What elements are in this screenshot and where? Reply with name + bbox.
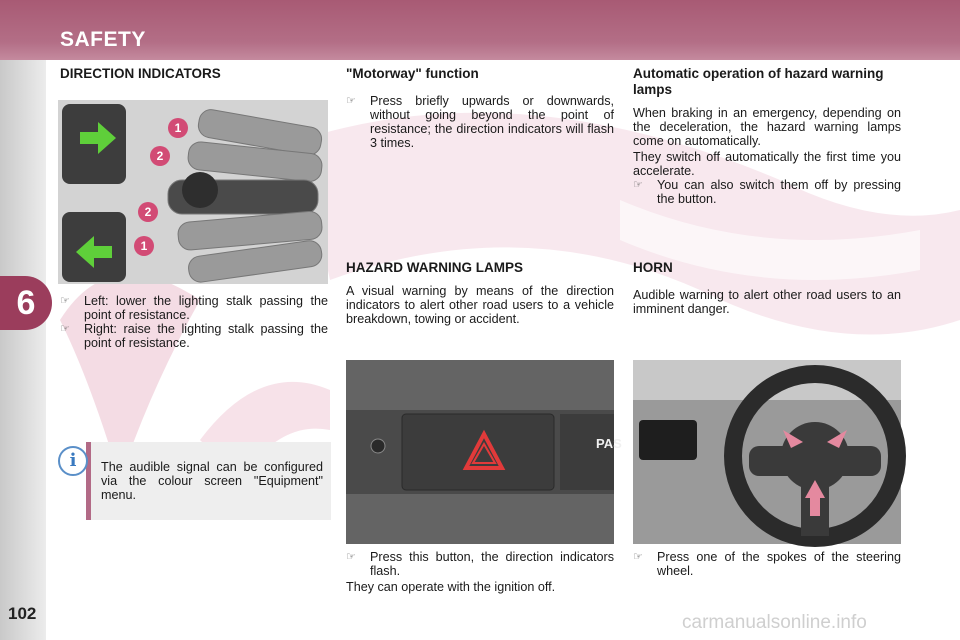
- hazard-lamps-note: They can operate with the ignition off.: [346, 580, 556, 594]
- lighting-stalk-image: [58, 100, 328, 284]
- direction-indicators-heading: DIRECTION INDICATORS: [60, 66, 221, 81]
- bullet-right-text: Right: raise the lighting stalk passing the point of resistance.: [84, 322, 328, 350]
- hazard-button-image: [346, 360, 622, 544]
- info-box: [86, 442, 331, 520]
- info-icon: i: [58, 446, 88, 476]
- motorway-bullet-text: Press briefly upwards or downwards, without going beyond the point of resistance; the direction indicators will flash 3 times.: [370, 94, 614, 150]
- pointing-hand-icon: ☞: [60, 323, 70, 335]
- motorway-heading: "Motorway" function: [346, 66, 479, 81]
- page-number: 102: [8, 604, 37, 623]
- bullet-right: [60, 322, 328, 350]
- steering-wheel-image: [633, 360, 901, 544]
- page-title: SAFETY: [60, 28, 146, 51]
- hazard-lamps-bullet: [346, 550, 614, 578]
- passenger-label: PAS: [596, 436, 622, 451]
- auto-hazard-bullet-text: You can also switch them off by pressing the button.: [657, 178, 901, 206]
- auto-hazard-bullet: [633, 178, 901, 206]
- motorway-bullet: [346, 94, 614, 150]
- info-box-text: The audible signal can be configured via the colour screen "Equipment" menu.: [101, 460, 323, 502]
- callout-1-up: 1: [168, 118, 188, 138]
- pointing-hand-icon: ☞: [60, 295, 70, 307]
- pointing-hand-icon: ☞: [633, 551, 643, 563]
- chapter-tab[interactable]: 6: [0, 276, 52, 330]
- horn-paragraph: Audible warning to alert other road users to an imminent danger.: [633, 288, 901, 316]
- bullet-left-text: Left: lower the lighting stalk passing the point of resistance.: [84, 294, 328, 322]
- pointing-hand-icon: ☞: [346, 95, 356, 107]
- auto-hazard-para-2: They switch off automatically the first time you accelerate.: [633, 150, 901, 178]
- watermark: carmanualsonline.info: [682, 612, 867, 633]
- hazard-lamps-paragraph: A visual warning by means of the direction indicators to alert other road users to a vehicle breakdown, towing or accident.: [346, 284, 614, 326]
- bullet-left: [60, 294, 328, 322]
- auto-hazard-para-1: When braking in an emergency, depending on the deceleration, the hazard warning lamps come on automatically.: [633, 106, 901, 148]
- lighting-stalk-illustration: [58, 100, 328, 284]
- callout-1-down: 1: [134, 236, 154, 256]
- hazard-lamps-bullet-text: Press this button, the direction indicators flash.: [370, 550, 614, 578]
- horn-bullet-text: Press one of the spokes of the steering wheel.: [657, 550, 901, 578]
- hazard-button-illustration: [346, 360, 614, 544]
- pointing-hand-icon: ☞: [346, 551, 356, 563]
- auto-hazard-heading: Automatic operation of hazard warning lamps: [633, 66, 884, 97]
- hazard-lamps-heading: HAZARD WARNING LAMPS: [346, 260, 523, 275]
- horn-bullet: [633, 550, 901, 578]
- left-margin-strip: [0, 60, 46, 640]
- steering-wheel-illustration: [633, 360, 901, 544]
- pointing-hand-icon: ☞: [633, 179, 643, 191]
- callout-2-up: 2: [150, 146, 170, 166]
- callout-2-down: 2: [138, 202, 158, 222]
- horn-heading: HORN: [633, 260, 673, 275]
